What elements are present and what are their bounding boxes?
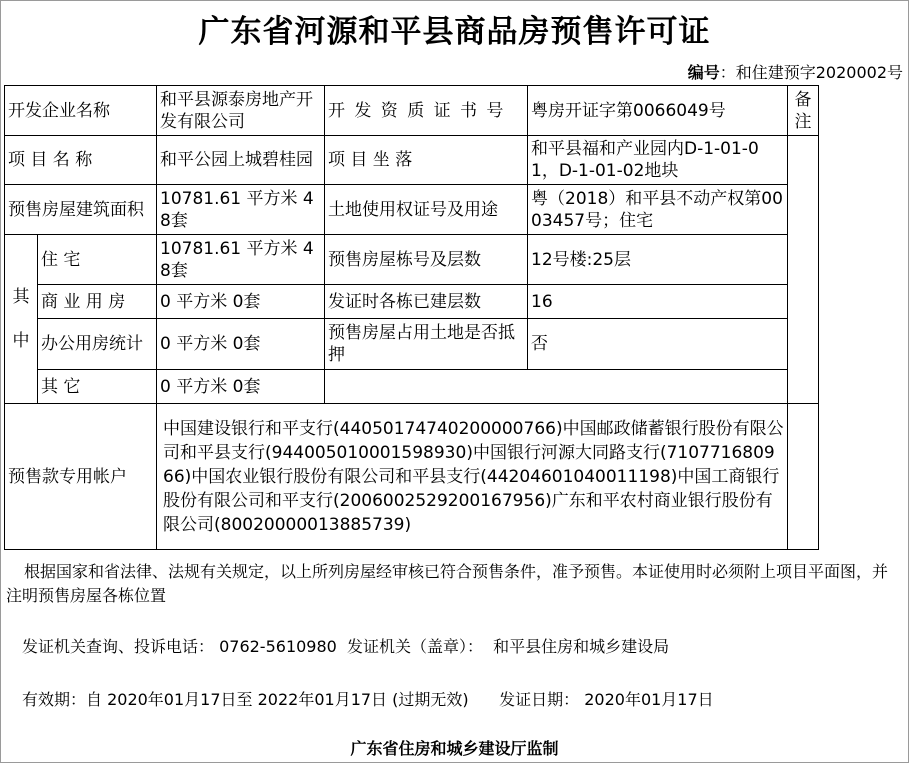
validity-line: 有效期：自 2020年01月17日至 2022年01月17日 (过期无效) 发证日期： 2020年01月17日 <box>22 690 714 709</box>
project-name-value: 和平公园上城碧桂园 <box>157 136 325 185</box>
blank-cell <box>325 370 788 404</box>
permit-table <box>4 85 819 550</box>
residential-label: 住 宅 <box>38 235 157 285</box>
qualification-label: 开 发 资 质 证 书 号 <box>325 86 528 136</box>
among-label <box>5 235 38 404</box>
residential-value: 10781.61 平方米 48套 <box>157 235 325 285</box>
serial-number <box>688 60 903 83</box>
table-row <box>5 285 819 319</box>
mortgage-label: 预售房屋占用土地是否抵押 <box>325 319 528 370</box>
area-value: 10781.61 平方米 48套 <box>157 185 325 235</box>
remarks-label: 备注 <box>788 86 819 136</box>
mortgage-value: 否 <box>528 319 788 370</box>
account-remarks <box>788 404 819 550</box>
table-row <box>5 319 819 370</box>
among-label-char-1: 其 <box>12 287 30 307</box>
project-location-label: 项 目 坐 落 <box>325 136 528 185</box>
developer-value: 和平县源泰房地产开发有限公司 <box>157 86 325 136</box>
serial-value: 和住建预字2020002号 <box>735 63 903 82</box>
commercial-value: 0 平方米 0套 <box>157 285 325 319</box>
area-label: 预售房屋建筑面积 <box>5 185 157 235</box>
serial-label: 编号 <box>687 63 720 82</box>
other-value: 0 平方米 0套 <box>157 370 325 404</box>
document-title: 广东省河源和平县商品房预售许可证 <box>198 14 711 50</box>
account-value: 中国建设银行和平支行(44050174740200000766)中国邮政储蓄银行股份有限公司和平县支行(94400501000159893​0)中国银行河源大同路支行(710771680966)中国农业银行股份有限公司和平县支行(44204601040011198)中国工商银行股份有限公司和平支行(2006002529200167956)广东和平农村商业银行股份有限公司(80020000013885739) <box>157 404 788 550</box>
table-row <box>5 86 819 136</box>
table-row <box>5 404 819 550</box>
land-cert-label: 土地使用权证号及用途 <box>325 185 528 235</box>
floors-built-label: 发证时各栋已建层数 <box>325 285 528 319</box>
serial-sep: ： <box>719 63 736 82</box>
project-name-label: 项 目 名 称 <box>5 136 157 185</box>
account-label: 预售款专用帐户 <box>5 404 157 550</box>
office-value: 0 平方米 0套 <box>157 319 325 370</box>
contact-line: 发证机关查询、投诉电话： 0762-5610980 发证机关（盖章）： 和平县住房和城乡建设局 <box>22 637 670 656</box>
among-label-char-2: 中 <box>12 331 30 351</box>
floors-built-value: 16 <box>528 285 788 319</box>
notice-text: 根据国家和省法律、法规有关规定，以上所列房屋经审核已符合预售条件，准予预售。本证使用时必须附上项目平面图，并注明预售房屋各栋位置 <box>6 562 889 605</box>
table-row <box>5 185 819 235</box>
developer-label: 开发企业名称 <box>5 86 157 136</box>
commercial-label: 商 业 用 房 <box>38 285 157 319</box>
project-location-value: 和平县福和产业园内D-1-01-01，D-1-01-02地块 <box>528 136 788 185</box>
qualification-value: 粤房开证字第0066049号 <box>528 86 788 136</box>
building-label: 预售房屋栋号及层数 <box>325 235 528 285</box>
building-value: 12号楼:25层 <box>528 235 788 285</box>
office-label: 办公用房统计 <box>38 319 157 370</box>
table-row <box>5 235 819 285</box>
table-row <box>5 370 819 404</box>
other-label: 其 它 <box>38 370 157 404</box>
land-cert-value: 粤（2018）和平县不动产权第0003457号；住宅 <box>528 185 788 235</box>
table-row <box>5 136 819 185</box>
supervisor-line: 广东省住房和城乡建设厅监制 <box>350 739 559 758</box>
remarks-value <box>788 136 819 404</box>
